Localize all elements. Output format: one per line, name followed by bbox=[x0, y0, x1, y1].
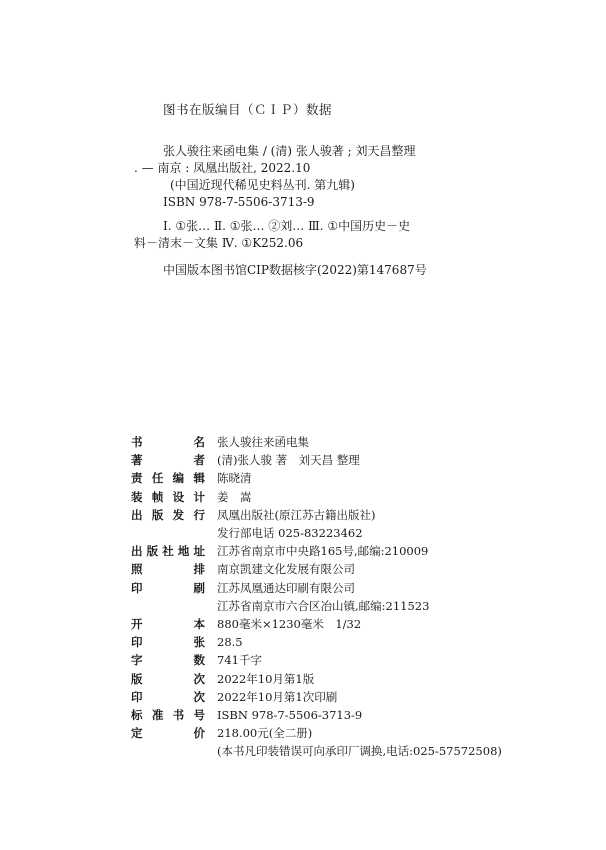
info-label bbox=[131, 742, 217, 760]
cip-entry-line1: 张人骏往来函电集 / (清) 张人骏著 ; 刘天昌整理 bbox=[163, 144, 416, 158]
info-row bbox=[131, 560, 502, 578]
info-label: 字数 bbox=[131, 653, 205, 668]
info-label: 装帧设计 bbox=[131, 489, 205, 504]
info-value: 江苏省南京市中央路165号,邮编:210009 bbox=[217, 544, 429, 559]
info-label bbox=[131, 597, 217, 615]
cip-verify-number: 中国版本图书馆CIP数据核字(2022)第147687号 bbox=[163, 263, 427, 277]
info-value: 南京凯建文化发展有限公司 bbox=[217, 562, 355, 577]
info-row bbox=[131, 615, 502, 633]
cip-entry-line2: . — 南京 : 凤凰出版社, 2022.10 bbox=[134, 161, 311, 175]
publication-info-table bbox=[131, 433, 502, 760]
cip-entry-line3: (中国近现代稀见史料丛刊. 第九辑) bbox=[170, 178, 355, 192]
info-row bbox=[131, 633, 502, 651]
cip-classification bbox=[134, 218, 479, 252]
info-row bbox=[131, 469, 502, 487]
info-label bbox=[131, 524, 217, 542]
info-row bbox=[131, 433, 502, 451]
info-label: 出版社地址 bbox=[131, 544, 205, 559]
info-value: 2022年10月第1版 bbox=[217, 671, 315, 686]
info-value: 江苏凤凰通达印刷有限公司 bbox=[217, 580, 355, 595]
info-label: 责任编辑 bbox=[131, 471, 205, 486]
replacement-note: (本书凡印装错误可向承印厂调换,电话:025-57572508) bbox=[217, 744, 502, 759]
info-row bbox=[131, 706, 502, 724]
info-row bbox=[131, 597, 502, 615]
info-row bbox=[131, 579, 502, 597]
info-value: (清)张人骏 著 刘天昌 整理 bbox=[217, 453, 360, 468]
info-label: 版次 bbox=[131, 671, 205, 686]
info-row bbox=[131, 451, 502, 469]
info-value: 741千字 bbox=[217, 653, 262, 668]
info-row bbox=[131, 688, 502, 706]
cip-class-line1: Ⅰ. ①张… Ⅱ. ①张… ②刘… Ⅲ. ①中国历史－史 bbox=[163, 219, 411, 233]
info-label: 印张 bbox=[131, 635, 205, 650]
info-value: ISBN 978-7-5506-3713-9 bbox=[217, 707, 363, 722]
info-value: 28.5 bbox=[217, 635, 243, 650]
cip-class-line2: 料－清末－文集 Ⅳ. ①K252.06 bbox=[134, 236, 304, 250]
info-value: 姜 嵩 bbox=[217, 489, 252, 504]
info-label: 定价 bbox=[131, 726, 205, 741]
info-label: 出版发行 bbox=[131, 507, 205, 522]
info-row bbox=[131, 669, 502, 687]
info-label: 著者 bbox=[131, 453, 205, 468]
info-value: 陈晓清 bbox=[217, 471, 252, 486]
info-label: 书名 bbox=[131, 435, 205, 450]
info-value: 江苏省南京市六合区冶山镇,邮编:211523 bbox=[217, 598, 430, 613]
info-value: 218.00元(全二册) bbox=[217, 726, 313, 741]
info-label: 印刷 bbox=[131, 580, 205, 595]
info-row bbox=[131, 488, 502, 506]
info-row bbox=[131, 506, 502, 524]
cip-entry-line4: ISBN 978-7-5506-3713-9 bbox=[163, 195, 315, 209]
info-row bbox=[131, 651, 502, 669]
cip-header: 图书在版编目（ＣＩＰ）数据 bbox=[163, 102, 333, 117]
info-row bbox=[131, 724, 502, 742]
info-label: 标准书号 bbox=[131, 707, 205, 722]
info-row bbox=[131, 524, 502, 542]
info-label: 照排 bbox=[131, 562, 205, 577]
info-label: 印次 bbox=[131, 689, 205, 704]
info-row bbox=[131, 542, 502, 560]
info-row bbox=[131, 742, 502, 760]
info-label: 开本 bbox=[131, 616, 205, 631]
info-value: 凤凰出版社(原江苏古籍出版社) bbox=[217, 507, 376, 522]
info-value: 发行部电话 025-83223462 bbox=[217, 526, 363, 541]
info-value: 880毫米×1230毫米 1/32 bbox=[217, 616, 362, 631]
cip-entry bbox=[134, 143, 479, 211]
info-value: 2022年10月第1次印刷 bbox=[217, 689, 338, 704]
info-value: 张人骏往来函电集 bbox=[217, 435, 309, 450]
